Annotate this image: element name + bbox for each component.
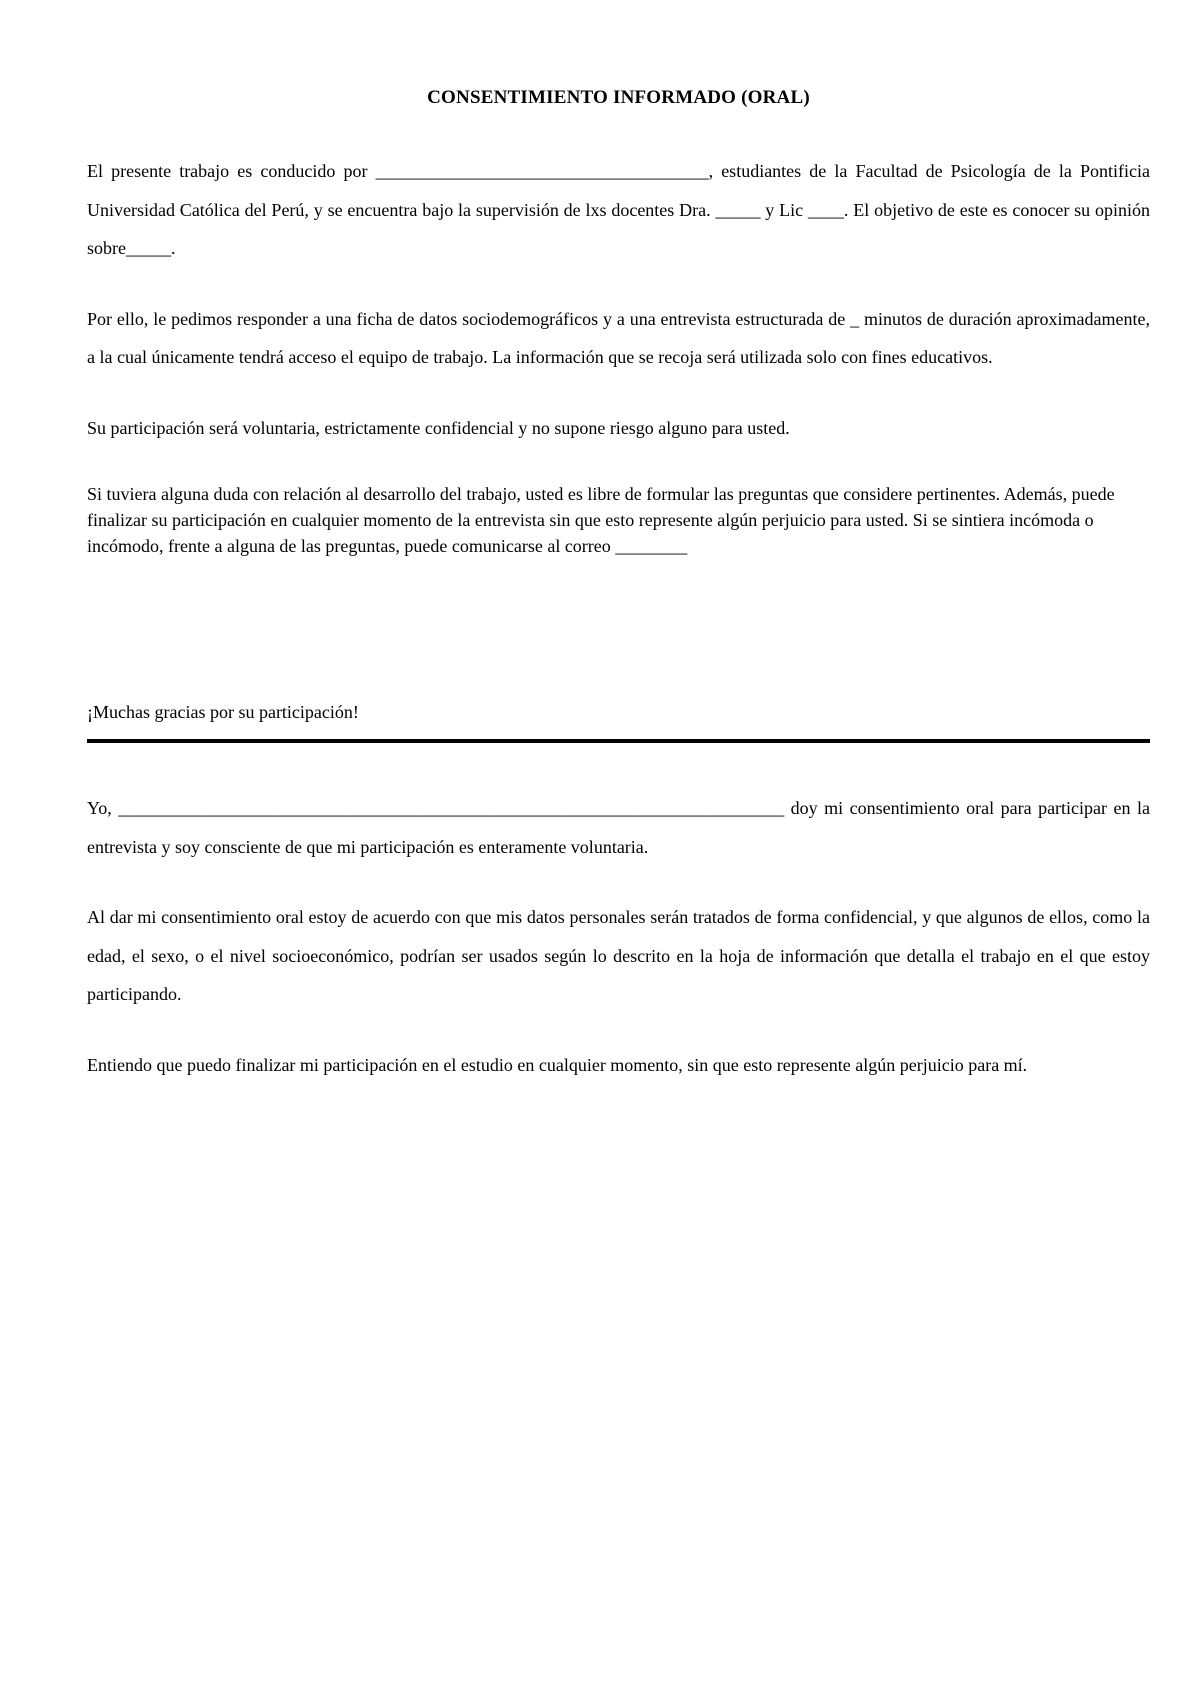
paragraph-intro: El presente trabajo es conducido por _____________________________________, estudiantes de la Facultad de Psicología de la Pontificia Universidad Católica del Perú, y se encuentra bajo la supervisión de lxs docentes Dra. _____ y Lic ____. El objetivo de este es conocer su opinión sobre_____.	[87, 161, 1150, 258]
paragraph-procedure: Por ello, le pedimos responder a una ficha de datos sociodemográficos y a una entrevista estructurada de _ minutos de duración aproximadamente, a la cual únicamente tendrá acceso el equipo de trabajo. La información que se recoja será utilizada solo con fines educativos.	[87, 308, 1150, 367]
closing-thanks: ¡Muchas gracias por su participación!	[87, 702, 359, 722]
consent-withdrawal: Entiendo que puedo finalizar mi participación en el estudio en cualquier momento, sin que esto represente algún perjuicio para mí.	[87, 1054, 1028, 1075]
consent-data-privacy: Al dar mi consentimiento oral estoy de acuerdo con que mis datos personales serán tratados de forma confidencial, y que algunos de ellos, como la edad, el sexo, o el nivel socioeconómico, podrían ser usados según lo descrito en la hoja de información que detalla el trabajo en el que estoy participando.	[87, 907, 1150, 1004]
document-title: CONSENTIMIENTO INFORMADO (ORAL)	[427, 87, 810, 108]
consent-statement: Yo, __________________________________________________________________________ doy mi consentimiento oral para participar en la entrevista y soy consciente de que mi participación es enteramente voluntaria.	[87, 798, 1150, 857]
consent-section	[87, 789, 1150, 1084]
section-divider	[87, 739, 1150, 743]
paragraph-voluntary: Su participación será voluntaria, estrictamente confidencial y no supone riesgo alguno para usted.	[87, 417, 790, 438]
document-body	[87, 86, 1150, 1084]
paragraph-questions: Si tuviera alguna duda con relación al desarrollo del trabajo, usted es libre de formular las preguntas que considere pertinentes. Además, puede finalizar su participación en cualquier momento de la entrevista sin que esto represente algún perjuicio para usted. Si se sintiera incómoda o incómodo, frente a alguna de las preguntas, puede comunicarse al correo ________	[87, 484, 1115, 556]
